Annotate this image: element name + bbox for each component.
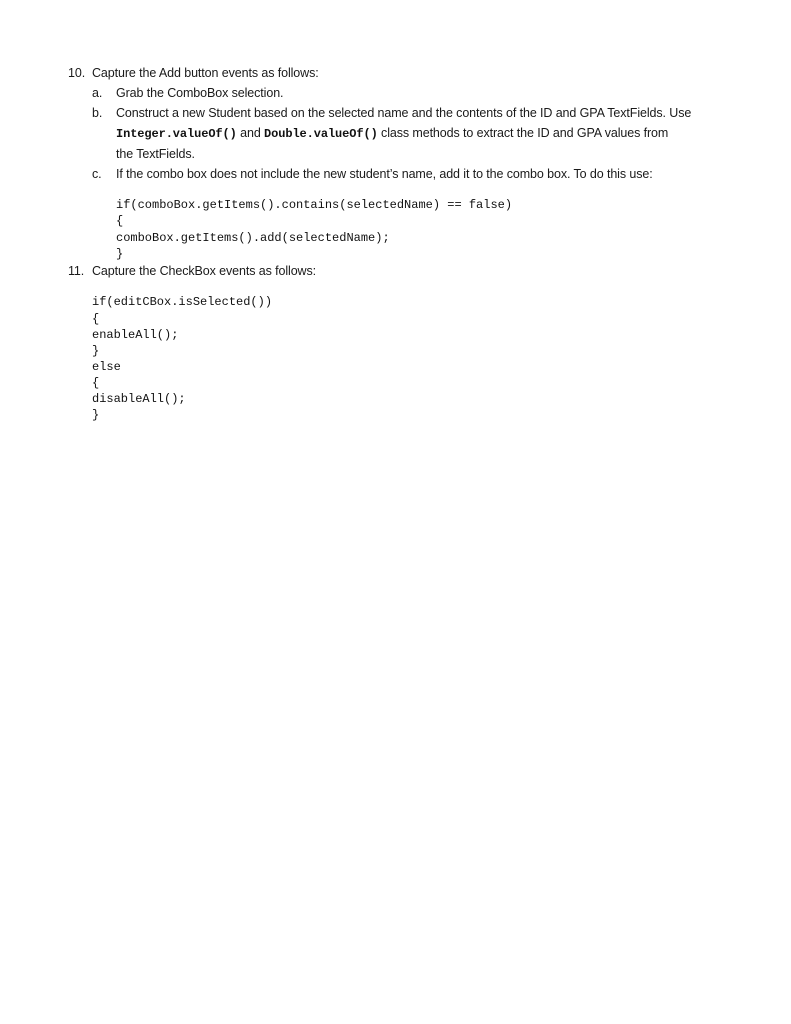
step-11-code-line-1: if(editCBox.isSelected())	[92, 295, 273, 309]
step-10c-text: If the combo box does not include the new student’s name, add it to the combo box. To do this use:	[116, 167, 653, 181]
step-10-code-line-3: comboBox.getItems().add(selectedName);	[116, 231, 390, 245]
step-10b-mid: and	[240, 126, 261, 140]
step-10c	[92, 167, 653, 181]
step-10b-text1: Construct a new Student based on the selected name and the contents of the ID and GPA TextFields. Use	[116, 106, 692, 120]
step-11-code-line-6: {	[92, 376, 100, 390]
step-11-code-line-7: disableAll();	[92, 392, 186, 406]
step-10-code-line-4: }	[116, 247, 124, 261]
step-10a-marker: a.	[92, 86, 103, 100]
step-10-code-line-1: if(comboBox.getItems().contains(selectedName) == false)	[116, 198, 513, 212]
step-11-code-line-8: }	[92, 408, 100, 422]
step-11-code-line-4: }	[92, 344, 100, 358]
step-10b-text3: the TextFields.	[116, 147, 195, 161]
step-10b-line3	[116, 147, 195, 161]
step-10b-line1	[92, 106, 691, 120]
step-10-number: 10.	[68, 66, 86, 80]
step-11-heading-text: Capture the CheckBox events as follows:	[92, 264, 316, 278]
integer-valueof-code: Integer.valueOf()	[116, 127, 237, 141]
double-valueof-code: Double.valueOf()	[264, 127, 378, 141]
step-10c-marker: c.	[92, 167, 102, 181]
step-10a	[92, 86, 283, 100]
step-10-heading-text: Capture the Add button events as follows:	[92, 66, 319, 80]
step-11-number: 11.	[68, 264, 85, 278]
step-10b-marker: b.	[92, 106, 103, 120]
step-10a-text: Grab the ComboBox selection.	[116, 86, 284, 100]
step-11-code-line-2: {	[92, 312, 100, 326]
step-11-heading	[68, 264, 316, 278]
step-10b-line2	[116, 126, 668, 141]
step-10b-text2: class methods to extract the ID and GPA values from	[381, 126, 669, 140]
step-10-heading	[68, 66, 319, 80]
step-11-code-line-3: enableAll();	[92, 328, 179, 342]
step-10-code-line-2: {	[116, 214, 124, 228]
step-11-code-line-5: else	[92, 360, 121, 374]
